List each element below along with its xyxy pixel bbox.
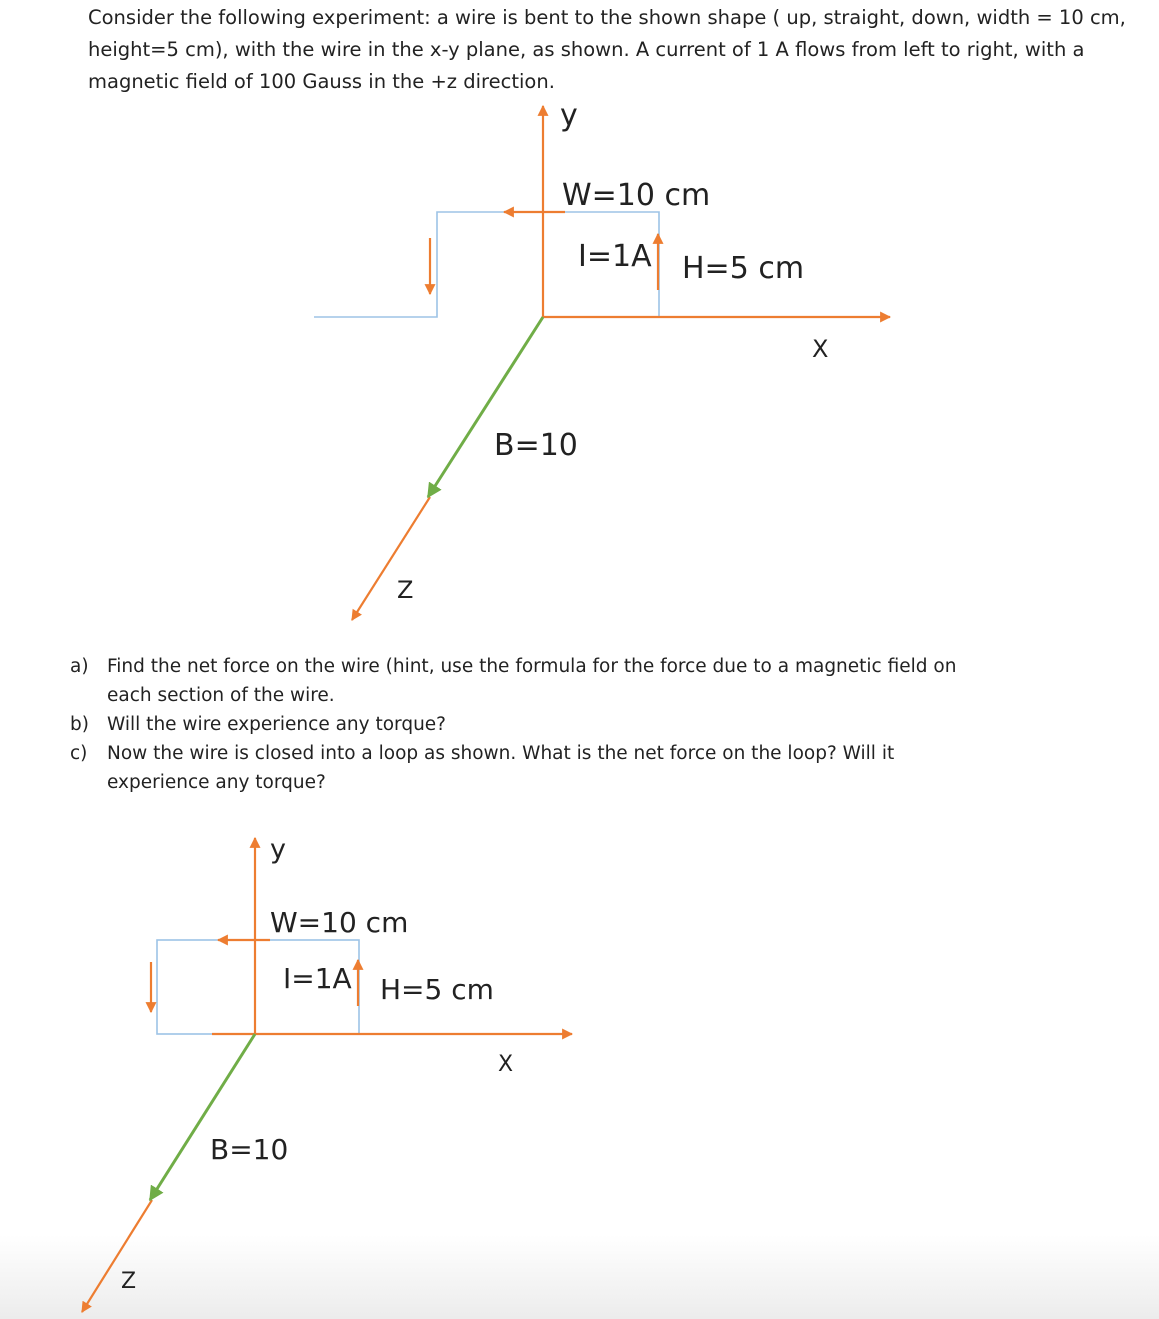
question-b <box>70 710 970 739</box>
problem-statement: Consider the following experiment: a wire is bent to the shown shape ( up, straight, down, width = 10 cm, height=5 cm), with the wire in the x-y plane, as shown. A current of 1 A flows from left to right, with a magnetic field of 100 Gauss in the +z direction. <box>88 6 1126 93</box>
fig2-x-label: X <box>498 1052 514 1077</box>
fig1-height-label: H=5 cm <box>682 251 805 286</box>
fig2-y-label: y <box>270 834 286 865</box>
fig2-width-label: W=10 cm <box>270 906 409 939</box>
fig2-z-axis <box>82 1200 152 1312</box>
fig1-z-axis <box>352 497 430 620</box>
fig1-field-label: B=10 <box>494 428 578 463</box>
figure-1 <box>314 98 890 620</box>
question-text: Will the wire experience any torque? <box>107 714 446 735</box>
question-list <box>70 652 970 797</box>
fig1-y-label: y <box>560 98 578 133</box>
question-label: c) <box>70 743 88 764</box>
question-c <box>70 739 970 797</box>
fig2-field-label: B=10 <box>210 1133 289 1166</box>
question-text: Find the net force on the wire (hint, use the formula for the force due to a magnetic field on each section of the wire. <box>107 656 957 706</box>
question-a <box>70 652 970 710</box>
fig1-x-label: X <box>812 335 829 363</box>
fig2-field-arrow <box>150 1034 255 1200</box>
fig2-height-label: H=5 cm <box>380 973 494 1006</box>
fig2-z-label: Z <box>121 1269 137 1294</box>
question-label: a) <box>70 656 89 677</box>
question-label: b) <box>70 714 89 735</box>
fig2-current-label: I=1A <box>283 962 352 995</box>
figure-2 <box>82 834 572 1312</box>
fig1-current-label: I=1A <box>578 239 652 274</box>
fig1-width-label: W=10 cm <box>562 178 711 213</box>
question-text: Now the wire is closed into a loop as shown. What is the net force on the loop? Will it experience any torque? <box>107 743 895 793</box>
fig1-field-arrow <box>428 317 543 497</box>
fig1-z-label: Z <box>397 576 414 604</box>
